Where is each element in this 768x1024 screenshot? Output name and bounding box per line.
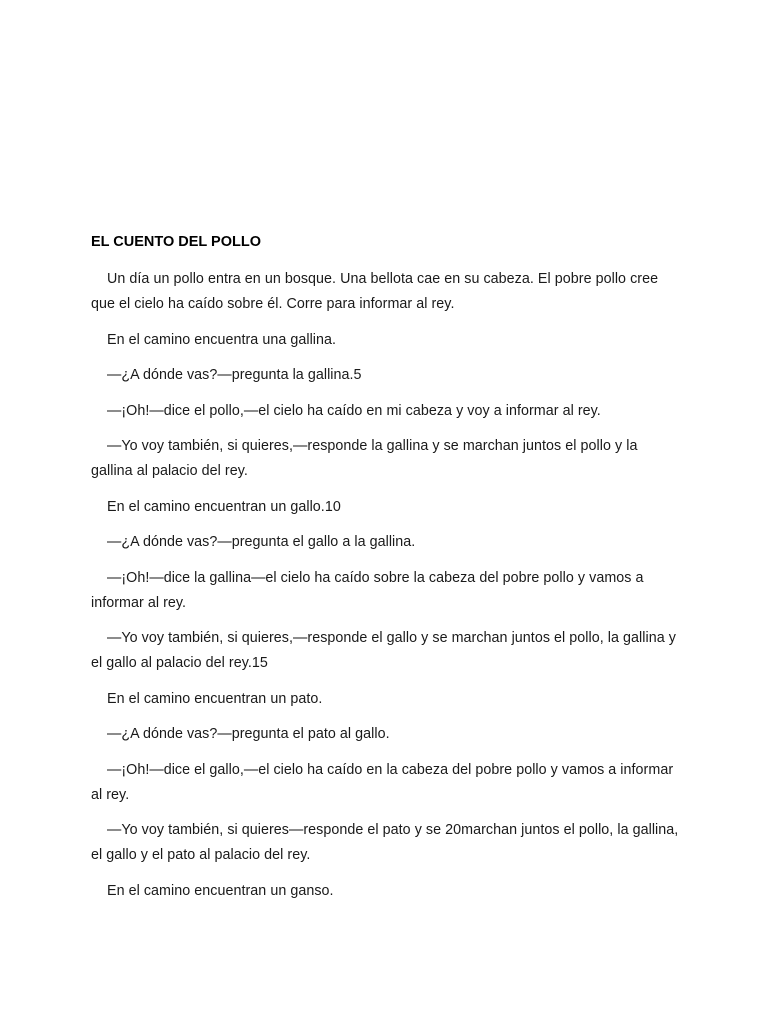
document-body — [91, 233, 681, 914]
story-paragraph: —Yo voy también, si quieres,—responde el gallo y se marchan juntos el pollo, la gallina y el gallo al palacio del rey.15 — [91, 630, 676, 671]
story-paragraph: —¡Oh!—dice el pollo,—el cielo ha caído en mi cabeza y voy a informar al rey. — [107, 402, 601, 419]
story-title: EL CUENTO DEL POLLO — [91, 234, 261, 250]
story-paragraph: Un día un pollo entra en un bosque. Una bellota cae en su cabeza. El pobre pollo cree que el cielo ha caído sobre él. Corre para informar al rey. — [91, 271, 659, 312]
story-paragraph: —¡Oh!—dice la gallina—el cielo ha caído sobre la cabeza del pobre pollo y vamos a informar al rey. — [91, 569, 644, 611]
story-paragraph: —¿A dónde vas?—pregunta el pato al gallo. — [107, 726, 390, 742]
story-paragraph: —¡Oh!—dice el gallo,—el cielo ha caído en la cabeza del pobre pollo y vamos a informar al rey. — [91, 761, 674, 803]
story-paragraph: En el camino encuentran un pato. — [107, 690, 323, 707]
story-paragraph: En el camino encuentra una gallina. — [107, 331, 337, 348]
story-paragraph: —Yo voy también, si quieres—responde el pato y se 20marchan juntos el pollo, la gallina, el gallo y el pato al palacio del rey. — [91, 822, 679, 863]
story-paragraph: En el camino encuentran un gallo.10 — [107, 498, 341, 515]
story-paragraph: —¿A dónde vas?—pregunta el gallo a la gallina. — [107, 534, 416, 550]
story-paragraph: En el camino encuentran un ganso. — [107, 882, 334, 899]
story-paragraph: —Yo voy también, si quieres,—responde la gallina y se marchan juntos el pollo y la gallina al palacio del rey. — [91, 438, 638, 479]
story-paragraph: —¿A dónde vas?—pregunta la gallina.5 — [107, 367, 362, 383]
